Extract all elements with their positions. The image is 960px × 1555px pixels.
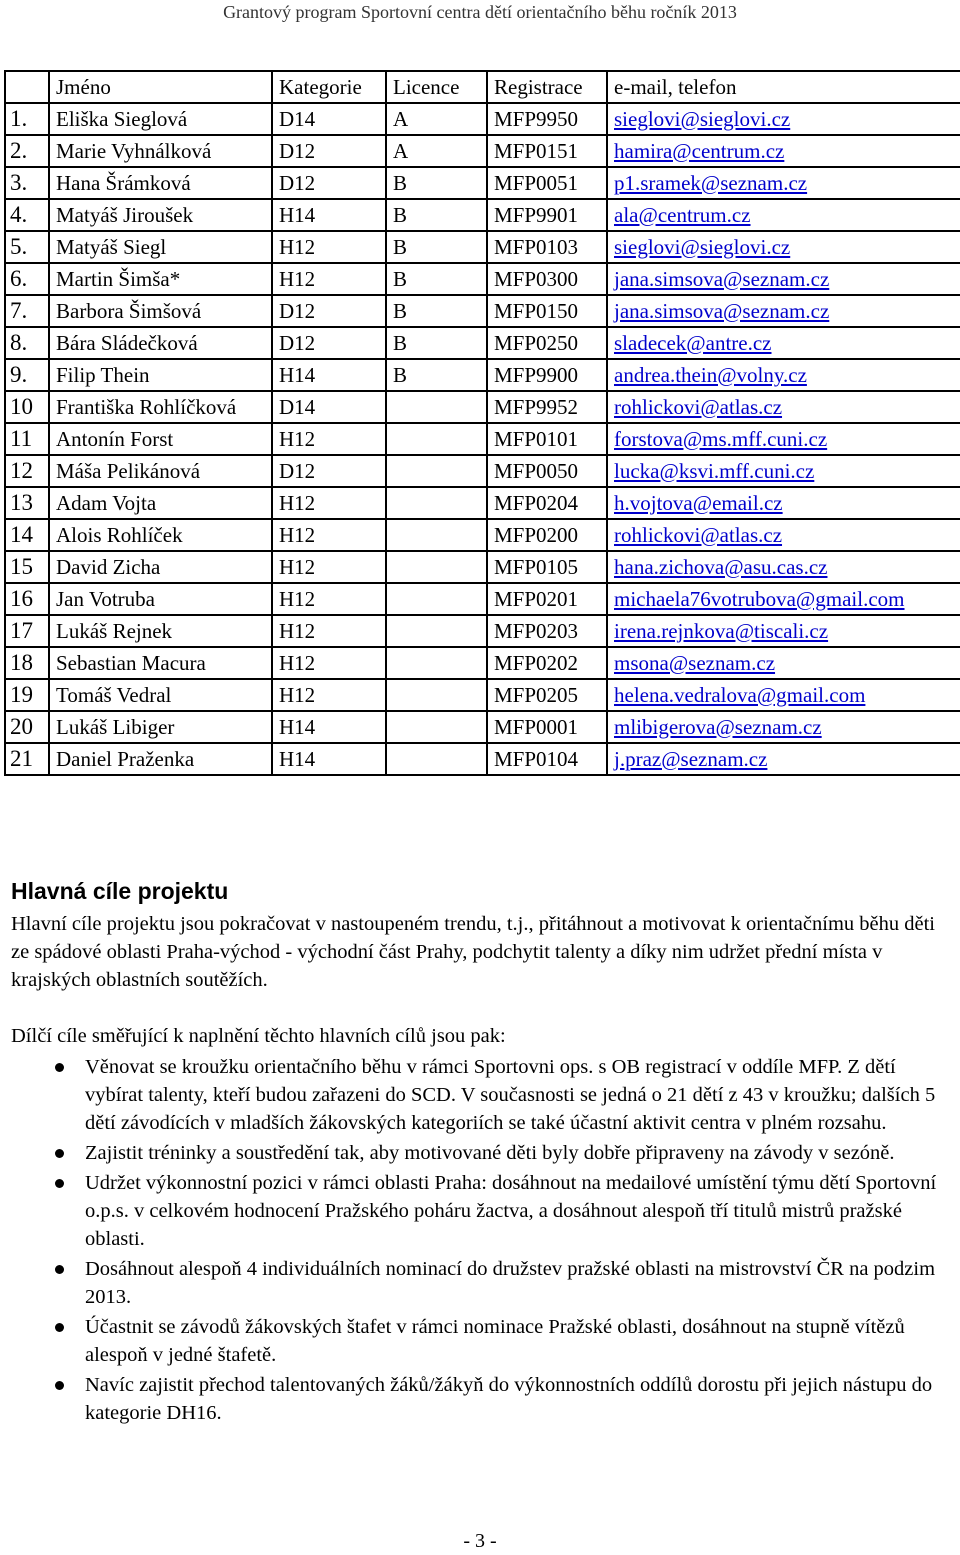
- cell-contact: [607, 391, 960, 423]
- cell-name: Lukáš Libiger: [49, 711, 272, 743]
- table-row: [5, 199, 960, 231]
- bullet-icon: [55, 1149, 64, 1158]
- cell-contact: [607, 327, 960, 359]
- cell-row-number: 3.: [5, 167, 49, 199]
- list-item-text: Účastnit se závodů žákovských štafet v rámci nominace Pražské oblasti, dosáhnout na stupně vítězů alespoň v jedné štafetě.: [85, 1316, 905, 1366]
- cell-contact: [607, 455, 960, 487]
- cell-registration: MFP0103: [487, 231, 607, 263]
- table-row: [5, 679, 960, 711]
- cell-license: B: [386, 359, 487, 391]
- list-item: [11, 1139, 946, 1167]
- cell-row-number: 15: [5, 551, 49, 583]
- cell-name: Matyáš Siegl: [49, 231, 272, 263]
- cell-category: D12: [272, 167, 386, 199]
- cell-contact: [607, 199, 960, 231]
- cell-contact: [607, 167, 960, 199]
- cell-row-number: 14: [5, 519, 49, 551]
- cell-row-number: 11: [5, 423, 49, 455]
- table-row: [5, 103, 960, 135]
- email-link[interactable]: jana.simsova@seznam.cz: [614, 266, 830, 291]
- cell-contact: [607, 743, 960, 775]
- email-link[interactable]: irena.rejnkova@tiscali.cz: [614, 618, 829, 643]
- table-row: [5, 231, 960, 263]
- list-item-text: Dosáhnout alespoň 4 individuálních nominací do družstev pražské oblasti na mistrovství ČR na podzim 2013.: [85, 1258, 936, 1308]
- email-link[interactable]: hamira@centrum.cz: [614, 138, 785, 163]
- cell-category: H12: [272, 679, 386, 711]
- cell-contact: [607, 583, 960, 615]
- cell-license: [386, 743, 487, 775]
- cell-contact: [607, 231, 960, 263]
- cell-license: [386, 647, 487, 679]
- email-link[interactable]: michaela76votrubova@gmail.com: [614, 586, 905, 611]
- cell-row-number: 10: [5, 391, 49, 423]
- cell-row-number: 18: [5, 647, 49, 679]
- cell-license: [386, 583, 487, 615]
- cell-registration: MFP0104: [487, 743, 607, 775]
- header-category: Kategorie: [272, 71, 386, 103]
- bullet-icon: [55, 1381, 64, 1390]
- cell-row-number: 6.: [5, 263, 49, 295]
- email-link[interactable]: andrea.thein@volny.cz: [614, 362, 807, 387]
- email-link[interactable]: msona@seznam.cz: [614, 650, 776, 675]
- email-link[interactable]: rohlickovi@atlas.cz: [614, 522, 783, 547]
- cell-category: D14: [272, 391, 386, 423]
- cell-registration: MFP0105: [487, 551, 607, 583]
- cell-name: Barbora Šimšová: [49, 295, 272, 327]
- table-row: [5, 519, 960, 551]
- email-link[interactable]: sladecek@antre.cz: [614, 330, 772, 355]
- header-license: Licence: [386, 71, 487, 103]
- list-item-text: Udržet výkonnostní pozici v rámci oblasti Praha: dosáhnout na medailové umístění týmu dětí Sportovní o.p.s. v celkovém hodnocení Pražského poháru žactva, a dosáhnout alespoň tří titulů mistrů pražské oblasti.: [85, 1172, 937, 1250]
- bullet-icon: [55, 1063, 64, 1072]
- goals-intro: Hlavní cíle projektu jsou pokračovat v nastoupeném trendu, t.j., přitáhnout a motivovat k orientačnímu běhu děti ze spádové oblasti Praha-východ - východní část Prahy, podchytit talenty a díky nim udržet přední místa v krajských oblastních soutěžích.: [11, 913, 935, 991]
- cell-registration: MFP9950: [487, 103, 607, 135]
- cell-row-number: 20: [5, 711, 49, 743]
- list-item: [11, 1371, 946, 1427]
- table-row: [5, 743, 960, 775]
- cell-category: H12: [272, 423, 386, 455]
- cell-row-number: 17: [5, 615, 49, 647]
- cell-license: B: [386, 327, 487, 359]
- cell-row-number: 19: [5, 679, 49, 711]
- cell-name: Martin Šimša*: [49, 263, 272, 295]
- table-row: [5, 551, 960, 583]
- table-row: [5, 423, 960, 455]
- cell-license: A: [386, 135, 487, 167]
- cell-category: H12: [272, 231, 386, 263]
- cell-license: [386, 391, 487, 423]
- cell-category: H12: [272, 647, 386, 679]
- header-registration: Registrace: [487, 71, 607, 103]
- cell-name: Máša Pelikánová: [49, 455, 272, 487]
- bullet-icon: [55, 1179, 64, 1188]
- cell-license: B: [386, 199, 487, 231]
- cell-category: H12: [272, 583, 386, 615]
- email-link[interactable]: h.vojtova@email.cz: [614, 490, 783, 515]
- cell-registration: MFP0205: [487, 679, 607, 711]
- table-row: [5, 455, 960, 487]
- cell-category: H12: [272, 263, 386, 295]
- cell-name: Antonín Forst: [49, 423, 272, 455]
- email-link[interactable]: jana.simsova@seznam.cz: [614, 298, 830, 323]
- cell-license: [386, 519, 487, 551]
- table-row: [5, 391, 960, 423]
- header-contact: e-mail, telefon: [607, 71, 960, 103]
- list-item-text: Navíc zajistit přechod talentovaných žáků/žákyň do výkonnostních oddílů dorostu při jejich nástupu do kategorie DH16.: [85, 1374, 933, 1424]
- page-number: - 3 -: [463, 1530, 497, 1552]
- cell-contact: [607, 135, 960, 167]
- table-row: [5, 647, 960, 679]
- cell-category: H14: [272, 743, 386, 775]
- cell-name: Adam Vojta: [49, 487, 272, 519]
- email-link[interactable]: ala@centrum.cz: [614, 202, 751, 227]
- cell-contact: [607, 615, 960, 647]
- table-row: [5, 615, 960, 647]
- bullet-icon: [55, 1265, 64, 1274]
- cell-row-number: 9.: [5, 359, 49, 391]
- cell-contact: [607, 263, 960, 295]
- cell-name: Eliška Sieglová: [49, 103, 272, 135]
- cell-contact: [607, 519, 960, 551]
- page-header: Grantový program Sportovní centra dětí orientačního běhu ročník 2013: [223, 2, 737, 22]
- cell-row-number: 5.: [5, 231, 49, 263]
- cell-license: B: [386, 295, 487, 327]
- cell-name: Filip Thein: [49, 359, 272, 391]
- list-item: [11, 1169, 946, 1253]
- cell-name: Lukáš Rejnek: [49, 615, 272, 647]
- email-link[interactable]: hana.zichova@asu.cas.cz: [614, 554, 828, 579]
- cell-category: H12: [272, 519, 386, 551]
- cell-row-number: 12: [5, 455, 49, 487]
- roster-table: [4, 70, 960, 776]
- table-row: [5, 167, 960, 199]
- cell-category: H14: [272, 359, 386, 391]
- cell-registration: MFP0202: [487, 647, 607, 679]
- header-name: Jméno: [49, 71, 272, 103]
- cell-name: Matyáš Jiroušek: [49, 199, 272, 231]
- cell-registration: MFP0050: [487, 455, 607, 487]
- cell-category: D12: [272, 455, 386, 487]
- cell-row-number: 21: [5, 743, 49, 775]
- cell-registration: MFP0250: [487, 327, 607, 359]
- table-row: [5, 487, 960, 519]
- goals-sub-intro: Dílčí cíle směřující k naplnění těchto hlavních cílů jsou pak:: [11, 1025, 506, 1047]
- table-row: [5, 135, 960, 167]
- table-row: [5, 583, 960, 615]
- cell-category: H12: [272, 487, 386, 519]
- list-item: [11, 1255, 946, 1311]
- email-link[interactable]: helena.vedralova@gmail.com: [614, 682, 866, 707]
- goals-heading: Hlavná cíle projektu: [11, 878, 229, 904]
- cell-name: Františka Rohlíčková: [49, 391, 272, 423]
- email-link[interactable]: forstova@ms.mff.cuni.cz: [614, 426, 828, 451]
- cell-registration: MFP0151: [487, 135, 607, 167]
- cell-name: Jan Votruba: [49, 583, 272, 615]
- cell-license: [386, 423, 487, 455]
- cell-license: [386, 615, 487, 647]
- cell-contact: [607, 103, 960, 135]
- cell-contact: [607, 679, 960, 711]
- cell-registration: MFP0203: [487, 615, 607, 647]
- cell-contact: [607, 711, 960, 743]
- cell-contact: [607, 647, 960, 679]
- cell-row-number: 2.: [5, 135, 49, 167]
- cell-registration: MFP0150: [487, 295, 607, 327]
- list-item: [11, 1053, 946, 1137]
- email-link[interactable]: j.praz@seznam.cz: [614, 746, 768, 771]
- cell-name: Alois Rohlíček: [49, 519, 272, 551]
- cell-registration: MFP0300: [487, 263, 607, 295]
- cell-registration: MFP0200: [487, 519, 607, 551]
- email-link[interactable]: sieglovi@sieglovi.cz: [614, 106, 791, 131]
- cell-license: [386, 455, 487, 487]
- cell-name: Bára Sládečková: [49, 327, 272, 359]
- cell-contact: [607, 423, 960, 455]
- list-item-text: Věnovat se kroužku orientačního běhu v rámci Sportovni ops. s OB registrací v oddíle MFP. Z dětí vybírat talenty, kteří budou zařazeni do SCD. V současnosti se jedná o 21 dětí z 43 v kroužku; dalších 5 dětí závodících v mladších žákovských kategoriích se také účastní aktivit centra v plném rozsahu.: [85, 1056, 936, 1134]
- cell-registration: MFP0101: [487, 423, 607, 455]
- cell-name: Sebastian Macura: [49, 647, 272, 679]
- cell-category: H14: [272, 199, 386, 231]
- cell-contact: [607, 359, 960, 391]
- cell-registration: MFP9901: [487, 199, 607, 231]
- cell-license: [386, 679, 487, 711]
- cell-license: [386, 711, 487, 743]
- cell-name: Daniel Praženka: [49, 743, 272, 775]
- cell-contact: [607, 295, 960, 327]
- cell-contact: [607, 487, 960, 519]
- cell-row-number: 1.: [5, 103, 49, 135]
- cell-name: David Zicha: [49, 551, 272, 583]
- cell-category: D12: [272, 135, 386, 167]
- cell-registration: MFP0204: [487, 487, 607, 519]
- cell-registration: MFP9952: [487, 391, 607, 423]
- cell-license: [386, 551, 487, 583]
- table-row: [5, 359, 960, 391]
- email-link[interactable]: lucka@ksvi.mff.cuni.cz: [614, 458, 815, 483]
- cell-name: Tomáš Vedral: [49, 679, 272, 711]
- table-row: [5, 327, 960, 359]
- header-row-number: [5, 71, 49, 103]
- cell-category: H12: [272, 615, 386, 647]
- table-row: [5, 711, 960, 743]
- cell-category: H14: [272, 711, 386, 743]
- email-link[interactable]: mlibigerova@seznam.cz: [614, 714, 822, 739]
- email-link[interactable]: rohlickovi@atlas.cz: [614, 394, 783, 419]
- cell-license: A: [386, 103, 487, 135]
- cell-license: B: [386, 263, 487, 295]
- cell-license: [386, 487, 487, 519]
- cell-category: D14: [272, 103, 386, 135]
- cell-registration: MFP0201: [487, 583, 607, 615]
- cell-category: D12: [272, 295, 386, 327]
- table-row: [5, 295, 960, 327]
- email-link[interactable]: p1.sramek@seznam.cz: [614, 170, 808, 195]
- cell-registration: MFP0051: [487, 167, 607, 199]
- cell-row-number: 13: [5, 487, 49, 519]
- goals-list: [11, 1053, 946, 1429]
- list-item: [11, 1313, 946, 1369]
- cell-category: H12: [272, 551, 386, 583]
- bullet-icon: [55, 1323, 64, 1332]
- list-item-text: Zajistit tréninky a soustředění tak, aby motivované děti byly dobře připraveny na závody v sezóně.: [85, 1142, 895, 1164]
- cell-row-number: 8.: [5, 327, 49, 359]
- table-header-row: [5, 71, 960, 103]
- cell-registration: MFP0001: [487, 711, 607, 743]
- cell-contact: [607, 551, 960, 583]
- cell-registration: MFP9900: [487, 359, 607, 391]
- cell-license: B: [386, 167, 487, 199]
- cell-name: Marie Vyhnálková: [49, 135, 272, 167]
- table-row: [5, 263, 960, 295]
- cell-row-number: 4.: [5, 199, 49, 231]
- cell-row-number: 7.: [5, 295, 49, 327]
- cell-category: D12: [272, 327, 386, 359]
- cell-license: B: [386, 231, 487, 263]
- email-link[interactable]: sieglovi@sieglovi.cz: [614, 234, 791, 259]
- cell-row-number: 16: [5, 583, 49, 615]
- cell-name: Hana Šrámková: [49, 167, 272, 199]
